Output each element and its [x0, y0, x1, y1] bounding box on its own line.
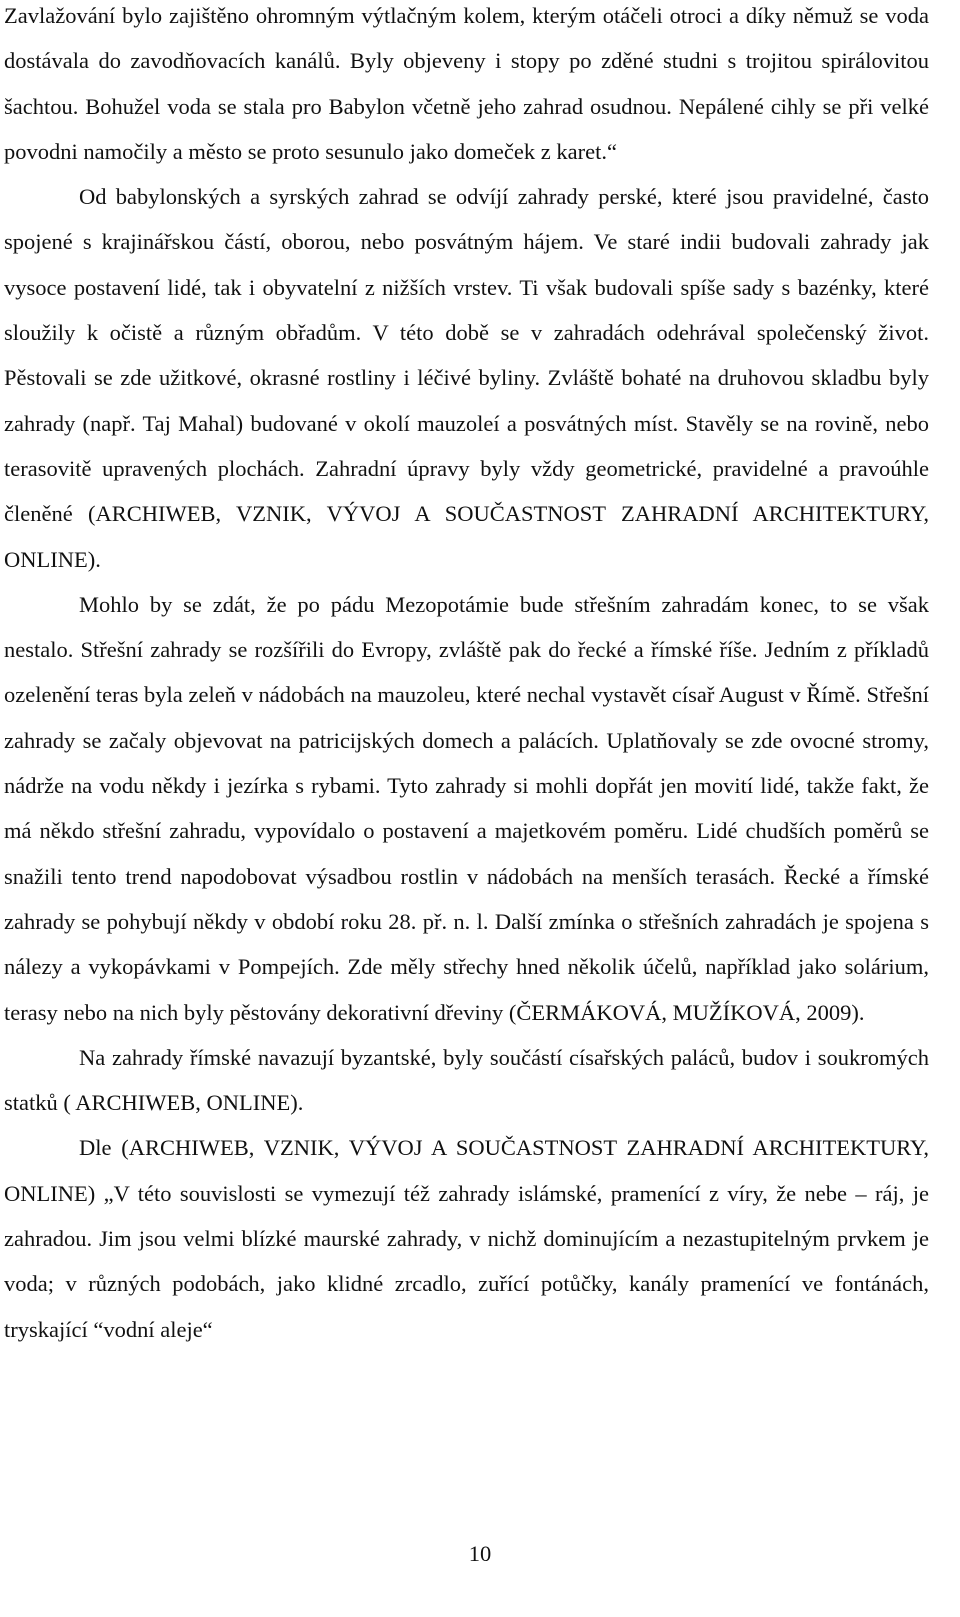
- paragraph-greek-roman-roof-gardens: Mohlo by se zdát, že po pádu Mezopotámie bude střešním zahradám konec, to se však nestalo. Střešní zahrady se rozšířili do Evropy, zvláště pak do řecké a římské říše. Jedním z příkladů ozelenění teras byla zeleň v nádobách na mauzoleu, které nechal vystavět císař August v Římě. Střešní zahrady se začaly objevovat na patricijských domech a palácích. Uplatňovaly se zde ovocné stromy, nádrže na vodu někdy i jezírka s rybami. Tyto zahrady si mohli dopřát jen movití lidé, takže fakt, že má někdo střešní zahradu, vypovídalo o postavení a majetkovém poměru. Lidé chudších poměrů se snažili tento trend napodobovat výsadbou rostlin v nádobách na menších terasách. Řecké a římské zahrady se pohybují někdy v období roku 28. př. n. l. Další zmínka o střešních zahradách je spojena s nálezy a vykopávkami v Pompejích. Zde měly střechy hned několik účelů, například jako solárium, terasy nebo na nich byly pěstovány dekorativní dřeviny (ČERMÁKOVÁ, MUŽÍKOVÁ, 2009).: [4, 591, 929, 1025]
- paragraph-persian-indian-gardens: Od babylonských a syrských zahrad se odvíjí zahrady perské, které jsou pravidelné, často spojené s krajinářskou částí, oborou, nebo posvátným hájem. Ve staré indii budovali zahrady jak vysoce postavení lidé, tak i obyvatelní z nižších vrstev. Ti však budovali spíše sady s bazénky, které sloužily k očistě a různým obřadům. V této době se v zahradách odehrával společenský život. Pěstovali se zde užitkové, okrasné rostliny i léčivé byliny. Zvláště bohaté na druhovou skladbu byly zahrady (např. Taj Mahal) budované v okolí mauzoleí a posvátných míst. Stavěly se na rovině, nebo terasovitě upravených plochách. Zahradní úpravy byly vždy geometrické, pravidelné a pravoúhle členěné (ARCHIWEB, VZNIK, VÝVOJ A SOUČASTNOST ZAHRADNÍ ARCHITEKTURY, ONLINE).: [4, 184, 929, 572]
- paragraph-islamic-gardens: Dle (ARCHIWEB, VZNIK, VÝVOJ A SOUČASTNOST ZAHRADNÍ ARCHITEKTURY, ONLINE) „V této souvislosti se vymezují též zahrady islámské, pramenící z víry, že nebe – ráj, je zahradou. Jim jsou velmi blízké maurské zahrady, v nichž dominujícím a nezastupitelným prvkem je voda; v různých podobách, jako klidné zrcadlo, zuřící potůčky, kanály pramenící ve fontánách, tryskající “vodní aleje“: [4, 1135, 929, 1342]
- paragraph-byzantine-gardens: Na zahrady římské navazují byzantské, byly součástí císařských paláců, budov i soukromých statků ( ARCHIWEB, ONLINE).: [4, 1044, 929, 1116]
- body-text: [4, 0, 929, 1352]
- paragraph-babylon-irrigation: Zavlažování bylo zajištěno ohromným výtlačným kolem, kterým otáčeli otroci a díky němuž se voda dostávala do zavodňovacích kanálů. Byly objeveny i stopy po zděné studni s trojitou spirálovitou šachtou. Bohužel voda se stala pro Babylon včetně jeho zahrad osudnou. Nepálené cihly se při velké povodni namočily a město se proto sesunulo jako domeček z karet.“: [4, 3, 929, 164]
- page-number: 10: [468, 1541, 492, 1566]
